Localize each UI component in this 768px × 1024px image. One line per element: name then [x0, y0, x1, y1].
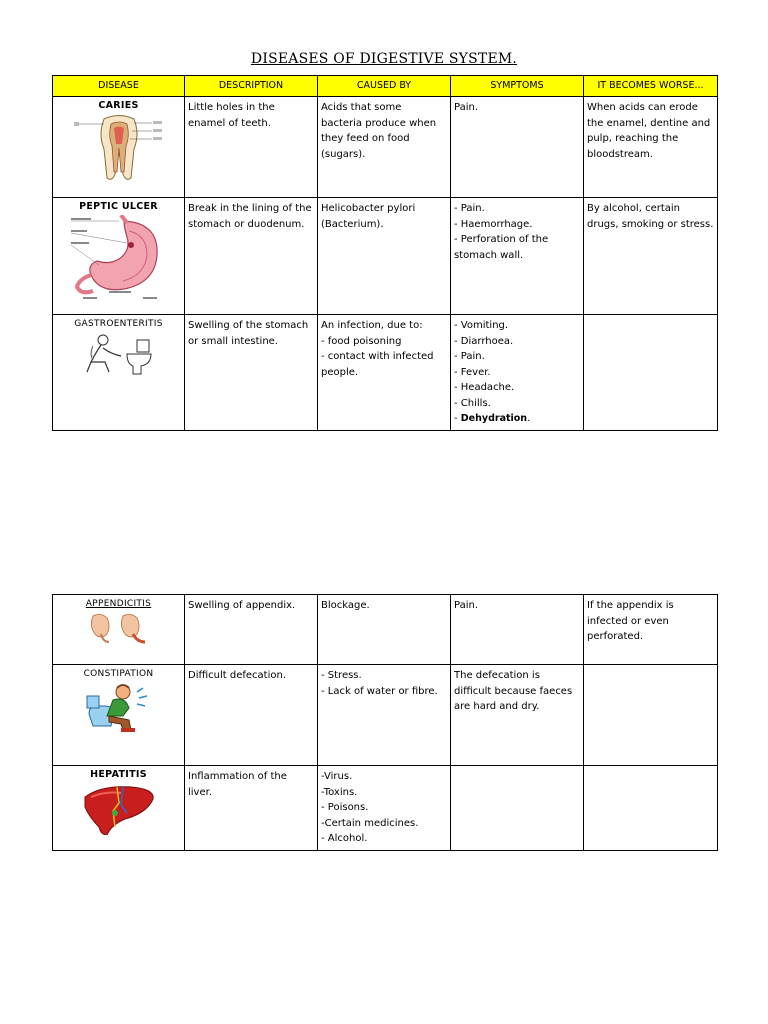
constipated-person-icon: [83, 682, 155, 734]
symptoms-cell: Pain.: [451, 595, 584, 665]
disease-cell: [53, 198, 185, 315]
description-cell: Break in the lining of the stomach or duodenum.: [185, 198, 318, 315]
sick-person-toilet-icon: [81, 332, 157, 376]
worse-cell: [584, 665, 718, 766]
worse-cell: By alcohol, certain drugs, smoking or stress.: [584, 198, 718, 315]
table-row: [53, 665, 718, 766]
header-symptoms: SYMPTOMS: [451, 76, 584, 97]
caused-by-cell: - Stress. - Lack of water or fibre.: [318, 665, 451, 766]
symptoms-cell: - Vomiting. - Diarrhoea. - Pain. - Fever. - Headache. - Chills. - Dehydration.: [451, 315, 584, 431]
diseases-table-1: [52, 75, 718, 431]
description-cell: Inflammation of the liver.: [185, 766, 318, 851]
caused-by-cell: Blockage.: [318, 595, 451, 665]
disease-cell: [53, 97, 185, 198]
symptoms-cell: The defecation is difficult because faeces are hard and dry.: [451, 665, 584, 766]
table-row: [53, 595, 718, 665]
header-worse: IT BECOMES WORSE...: [584, 76, 718, 97]
header-caused-by: CAUSED BY: [318, 76, 451, 97]
diseases-table-2: [52, 594, 718, 851]
disease-cell: [53, 595, 185, 665]
worse-cell: If the appendix is infected or even perforated.: [584, 595, 718, 665]
disease-cell: [53, 315, 185, 431]
header-disease: DISEASE: [53, 76, 185, 97]
table-row: [53, 766, 718, 851]
tooth-cross-section-icon: [74, 114, 164, 184]
header-description: DESCRIPTION: [185, 76, 318, 97]
disease-cell: [53, 766, 185, 851]
caused-by-cell: An infection, due to: - food poisoning - contact with infected people.: [318, 315, 451, 431]
disease-cell: [53, 665, 185, 766]
description-cell: Difficult defecation.: [185, 665, 318, 766]
caused-by-cell: Acids that some bacteria produce when they feed on food (sugars).: [318, 97, 451, 198]
caused-by-cell: Helicobacter pylori (Bacterium).: [318, 198, 451, 315]
table-row: [53, 97, 718, 198]
dehydration-text: Dehydration: [460, 413, 528, 424]
symptoms-cell: - Pain. - Haemorrhage. - Perforation of the stomach wall.: [451, 198, 584, 315]
stomach-diagram-icon: [69, 215, 169, 301]
worse-cell: [584, 315, 718, 431]
table-row: [53, 315, 718, 431]
disease-name: APPENDICITIS: [85, 599, 152, 609]
liver-icon: [81, 783, 157, 835]
description-cell: Swelling of the stomach or small intestine.: [185, 315, 318, 431]
symptoms-cell: Pain.: [451, 97, 584, 198]
header-row: [53, 76, 718, 97]
worse-cell: When acids can erode the enamel, dentine and pulp, reaching the bloodstream.: [584, 97, 718, 198]
disease-name: PEPTIC ULCER: [79, 201, 158, 212]
disease-name: CONSTIPATION: [83, 669, 154, 679]
description-cell: Little holes in the enamel of teeth.: [185, 97, 318, 198]
page-title: DISEASES OF DIGESTIVE SYSTEM.: [250, 51, 518, 67]
appendix-icon: [87, 612, 151, 646]
caused-by-cell: -Virus. -Toxins. - Poisons. -Certain medicines. - Alcohol.: [318, 766, 451, 851]
worse-cell: [584, 766, 718, 851]
symptoms-cell: [451, 766, 584, 851]
table-row: [53, 198, 718, 315]
disease-name: CARIES: [98, 100, 139, 111]
description-cell: Swelling of appendix.: [185, 595, 318, 665]
disease-name: GASTROENTERITIS: [74, 319, 163, 329]
disease-name: HEPATITIS: [90, 769, 147, 780]
